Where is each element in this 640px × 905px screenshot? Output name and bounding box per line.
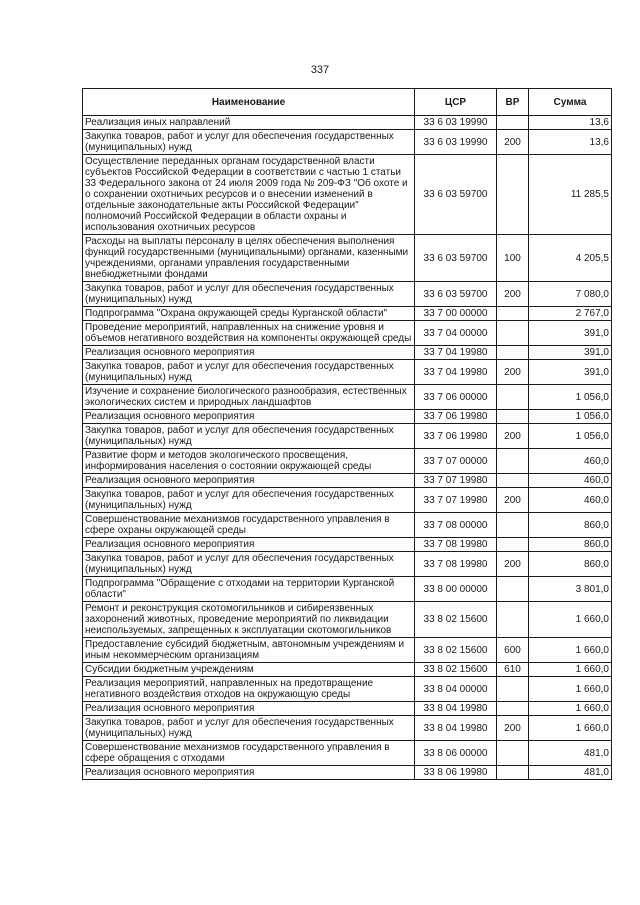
budget-table bbox=[82, 88, 612, 780]
row-name: Закупка товаров, работ и услуг для обеспечения государственных (муниципальных) нужд bbox=[83, 716, 415, 741]
row-name: Реализация основного мероприятия bbox=[83, 538, 415, 552]
row-vr bbox=[497, 538, 529, 552]
row-csr: 33 7 08 00000 bbox=[415, 513, 497, 538]
row-sum: 1 660,0 bbox=[529, 602, 612, 638]
row-vr bbox=[497, 702, 529, 716]
table-row bbox=[83, 424, 612, 449]
row-csr: 33 7 06 19980 bbox=[415, 424, 497, 449]
row-csr: 33 6 03 59700 bbox=[415, 155, 497, 235]
row-name: Предоставление субсидий бюджетным, автономным учреждениям и иным некоммерческим организациям bbox=[83, 638, 415, 663]
table-row bbox=[83, 702, 612, 716]
table-row bbox=[83, 474, 612, 488]
row-sum: 1 660,0 bbox=[529, 702, 612, 716]
row-vr bbox=[497, 677, 529, 702]
row-sum: 460,0 bbox=[529, 474, 612, 488]
row-csr: 33 8 06 00000 bbox=[415, 741, 497, 766]
row-name: Подпрограмма "Охрана окружающей среды Курганской области" bbox=[83, 307, 415, 321]
row-name: Реализация иных направлений bbox=[83, 116, 415, 130]
row-vr bbox=[497, 321, 529, 346]
row-csr: 33 6 03 59700 bbox=[415, 235, 497, 282]
row-csr: 33 7 04 00000 bbox=[415, 321, 497, 346]
row-csr: 33 7 00 00000 bbox=[415, 307, 497, 321]
table-row bbox=[83, 513, 612, 538]
row-csr: 33 8 00 00000 bbox=[415, 577, 497, 602]
row-vr: 200 bbox=[497, 130, 529, 155]
row-vr bbox=[497, 410, 529, 424]
table-header-row bbox=[83, 89, 612, 116]
table-row bbox=[83, 663, 612, 677]
table-row bbox=[83, 346, 612, 360]
row-name: Закупка товаров, работ и услуг для обеспечения государственных (муниципальных) нужд bbox=[83, 552, 415, 577]
row-sum: 481,0 bbox=[529, 741, 612, 766]
row-vr: 200 bbox=[497, 360, 529, 385]
row-vr bbox=[497, 449, 529, 474]
row-name: Реализация основного мероприятия bbox=[83, 766, 415, 780]
row-sum: 11 285,5 bbox=[529, 155, 612, 235]
row-vr bbox=[497, 346, 529, 360]
row-csr: 33 7 07 19980 bbox=[415, 488, 497, 513]
row-sum: 860,0 bbox=[529, 552, 612, 577]
table-row bbox=[83, 155, 612, 235]
row-sum: 460,0 bbox=[529, 488, 612, 513]
page-number: 337 bbox=[310, 64, 330, 76]
table-row bbox=[83, 130, 612, 155]
table-row bbox=[83, 538, 612, 552]
row-name: Развитие форм и методов экологического просвещения, информирования населения о состоянии окружающей среды bbox=[83, 449, 415, 474]
header-csr: ЦСР bbox=[415, 89, 497, 116]
row-csr: 33 8 02 15600 bbox=[415, 663, 497, 677]
table-row bbox=[83, 741, 612, 766]
row-sum: 1 056,0 bbox=[529, 424, 612, 449]
row-vr: 600 bbox=[497, 638, 529, 663]
row-sum: 1 056,0 bbox=[529, 385, 612, 410]
row-csr: 33 8 04 19980 bbox=[415, 716, 497, 741]
row-sum: 13,6 bbox=[529, 116, 612, 130]
row-sum: 481,0 bbox=[529, 766, 612, 780]
row-name: Подпрограмма "Обращение с отходами на территории Курганской области" bbox=[83, 577, 415, 602]
row-sum: 391,0 bbox=[529, 346, 612, 360]
row-sum: 1 056,0 bbox=[529, 410, 612, 424]
row-name: Совершенствование механизмов государственного управления в сфере охраны окружающей среды bbox=[83, 513, 415, 538]
row-vr bbox=[497, 155, 529, 235]
row-vr bbox=[497, 116, 529, 130]
row-csr: 33 8 02 15600 bbox=[415, 638, 497, 663]
row-name: Закупка товаров, работ и услуг для обеспечения государственных (муниципальных) нужд bbox=[83, 282, 415, 307]
row-csr: 33 7 08 19980 bbox=[415, 538, 497, 552]
table-row bbox=[83, 385, 612, 410]
row-csr: 33 7 06 00000 bbox=[415, 385, 497, 410]
header-sum: Сумма bbox=[529, 89, 612, 116]
row-sum: 2 767,0 bbox=[529, 307, 612, 321]
row-vr bbox=[497, 577, 529, 602]
table-row bbox=[83, 410, 612, 424]
table-row bbox=[83, 638, 612, 663]
table-row bbox=[83, 321, 612, 346]
row-sum: 7 080,0 bbox=[529, 282, 612, 307]
row-vr: 100 bbox=[497, 235, 529, 282]
table-row bbox=[83, 552, 612, 577]
row-csr: 33 6 03 19990 bbox=[415, 130, 497, 155]
row-name: Ремонт и реконструкция скотомогильников и сибиреязвенных захоронений животных, проведение мероприятий по ликвидации неиспользуемых, запрещенных к эксплуатации скотомогильников bbox=[83, 602, 415, 638]
row-vr: 200 bbox=[497, 716, 529, 741]
table-row bbox=[83, 116, 612, 130]
row-sum: 860,0 bbox=[529, 538, 612, 552]
row-name: Реализация основного мероприятия bbox=[83, 346, 415, 360]
row-csr: 33 8 06 19980 bbox=[415, 766, 497, 780]
row-name: Закупка товаров, работ и услуг для обеспечения государственных (муниципальных) нужд bbox=[83, 360, 415, 385]
row-csr: 33 8 04 00000 bbox=[415, 677, 497, 702]
row-sum: 460,0 bbox=[529, 449, 612, 474]
header-vr: ВР bbox=[497, 89, 529, 116]
row-name: Расходы на выплаты персоналу в целях обеспечения выполнения функций государственными (муниципальными) органами, казенными учреждениями, органами управления государственными внебюджетными фондами bbox=[83, 235, 415, 282]
row-sum: 1 660,0 bbox=[529, 638, 612, 663]
row-vr: 200 bbox=[497, 282, 529, 307]
row-vr bbox=[497, 307, 529, 321]
table-row bbox=[83, 282, 612, 307]
row-vr bbox=[497, 385, 529, 410]
row-name: Изучение и сохранение биологического разнообразия, естественных экологических систем и природных ландшафтов bbox=[83, 385, 415, 410]
row-name: Реализация основного мероприятия bbox=[83, 474, 415, 488]
row-vr bbox=[497, 602, 529, 638]
table-row bbox=[83, 449, 612, 474]
row-sum: 391,0 bbox=[529, 321, 612, 346]
row-sum: 13,6 bbox=[529, 130, 612, 155]
row-sum: 391,0 bbox=[529, 360, 612, 385]
row-name: Закупка товаров, работ и услуг для обеспечения государственных (муниципальных) нужд bbox=[83, 130, 415, 155]
table-row bbox=[83, 307, 612, 321]
row-csr: 33 7 07 19980 bbox=[415, 474, 497, 488]
row-sum: 1 660,0 bbox=[529, 663, 612, 677]
row-name: Субсидии бюджетным учреждениям bbox=[83, 663, 415, 677]
row-sum: 4 205,5 bbox=[529, 235, 612, 282]
header-name: Наименование bbox=[83, 89, 415, 116]
row-sum: 1 660,0 bbox=[529, 677, 612, 702]
row-name: Реализация мероприятий, направленных на предотвращение негативного воздействия отходов на окружающую среды bbox=[83, 677, 415, 702]
row-sum: 3 801,0 bbox=[529, 577, 612, 602]
row-vr: 610 bbox=[497, 663, 529, 677]
row-csr: 33 7 07 00000 bbox=[415, 449, 497, 474]
table-row bbox=[83, 577, 612, 602]
table-row bbox=[83, 360, 612, 385]
table-row bbox=[83, 488, 612, 513]
row-name: Осуществление переданных органам государственной власти субъектов Российской Федерации в соответствии с частью 1 статьи 33 Федерального закона от 24 июля 2009 года № 209-ФЗ "Об охоте и о сохранении охотничьих ресурсов и о внесении изменений в отдельные законодательные акты Российской Федерации" полномочий Российской Федерации в области охраны и использования охотничьих ресурсов bbox=[83, 155, 415, 235]
row-vr bbox=[497, 741, 529, 766]
row-vr bbox=[497, 766, 529, 780]
row-name: Реализация основного мероприятия bbox=[83, 702, 415, 716]
row-name: Совершенствование механизмов государственного управления в сфере обращения с отходами bbox=[83, 741, 415, 766]
table-row bbox=[83, 602, 612, 638]
row-csr: 33 8 02 15600 bbox=[415, 602, 497, 638]
row-vr: 200 bbox=[497, 552, 529, 577]
row-csr: 33 6 03 19990 bbox=[415, 116, 497, 130]
table-row bbox=[83, 716, 612, 741]
row-csr: 33 7 06 19980 bbox=[415, 410, 497, 424]
table-row bbox=[83, 766, 612, 780]
row-name: Закупка товаров, работ и услуг для обеспечения государственных (муниципальных) нужд bbox=[83, 488, 415, 513]
table-row bbox=[83, 235, 612, 282]
row-csr: 33 6 03 59700 bbox=[415, 282, 497, 307]
row-sum: 860,0 bbox=[529, 513, 612, 538]
row-name: Проведение мероприятий, направленных на снижение уровня и объемов негативного воздействия на компоненты окружающей среды bbox=[83, 321, 415, 346]
row-vr: 200 bbox=[497, 424, 529, 449]
row-csr: 33 8 04 19980 bbox=[415, 702, 497, 716]
row-name: Реализация основного мероприятия bbox=[83, 410, 415, 424]
table-row bbox=[83, 677, 612, 702]
row-csr: 33 7 08 19980 bbox=[415, 552, 497, 577]
row-csr: 33 7 04 19980 bbox=[415, 346, 497, 360]
row-csr: 33 7 04 19980 bbox=[415, 360, 497, 385]
row-vr bbox=[497, 513, 529, 538]
row-vr bbox=[497, 474, 529, 488]
row-name: Закупка товаров, работ и услуг для обеспечения государственных (муниципальных) нужд bbox=[83, 424, 415, 449]
row-vr: 200 bbox=[497, 488, 529, 513]
row-sum: 1 660,0 bbox=[529, 716, 612, 741]
